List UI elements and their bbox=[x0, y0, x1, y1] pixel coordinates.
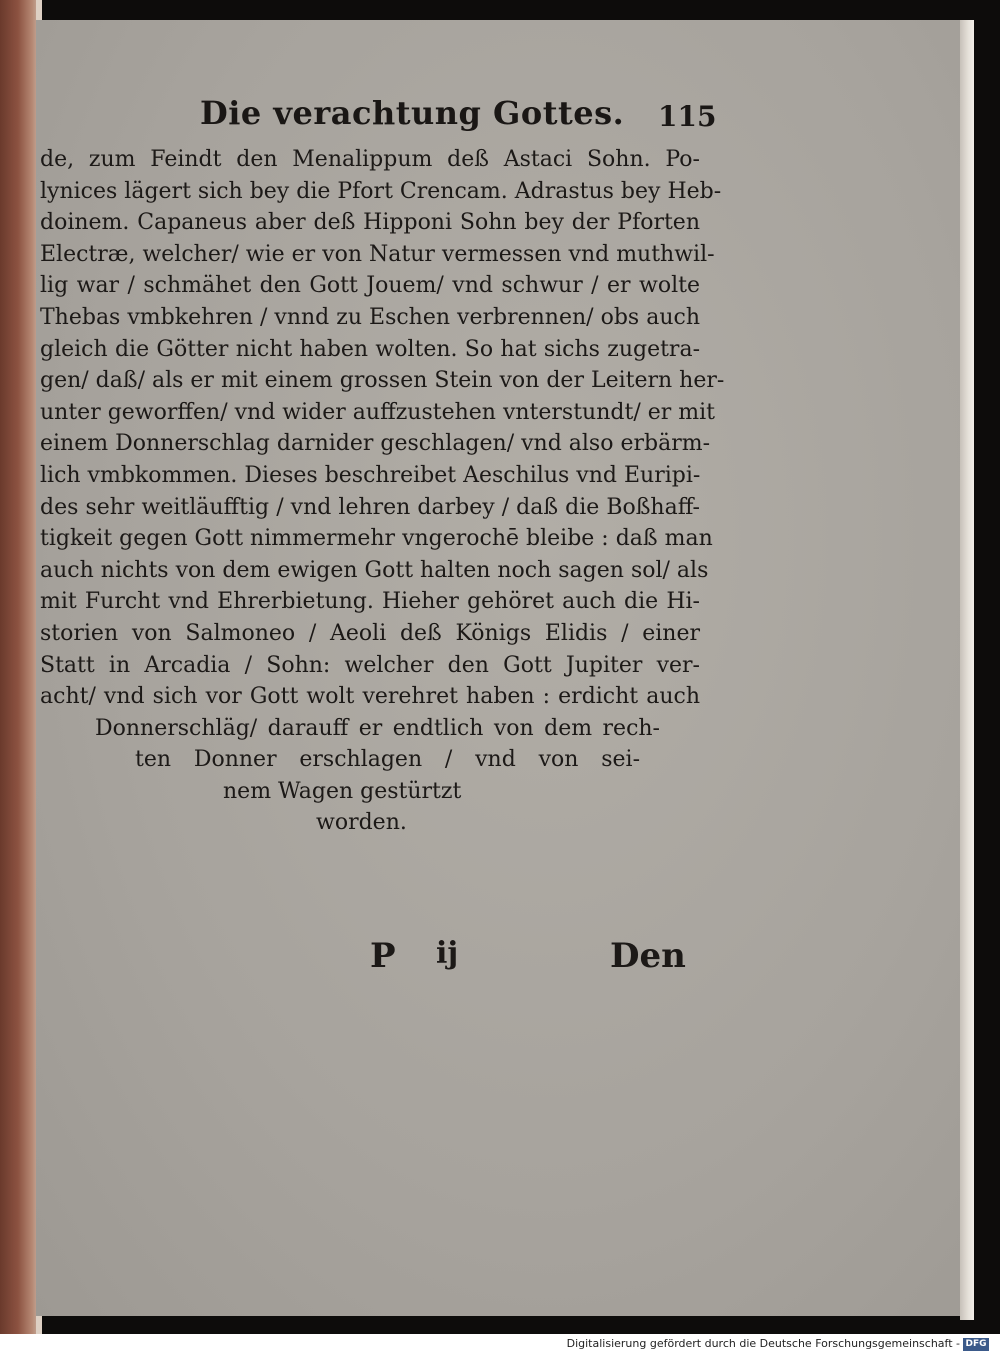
body-text bbox=[40, 144, 725, 839]
footer-credit: Digitalisierung gefördert durch die Deutsche Forschungsgemeinschaft - bbox=[566, 1337, 960, 1350]
text-line: doinem. Capaneus aber deß Hipponi Sohn bey der Pforten bbox=[40, 210, 700, 236]
text-line: Donnerschläg/ darauff er endtlich von dem rech- bbox=[95, 715, 660, 741]
text-line: des sehr weitläufftig / vnd lehren darbey / daß die Boßhaff- bbox=[40, 494, 700, 520]
text-line: Statt in Arcadia / Sohn: welcher den Gott Jupiter ver- bbox=[40, 652, 700, 678]
text-line: lig war / schmähet den Gott Jouem/ vnd schwur / er wolte bbox=[40, 273, 700, 299]
text-line: unter geworffen/ vnd wider auffzustehen vnterstundt/ er mit bbox=[40, 399, 715, 425]
text-line: worden. bbox=[316, 810, 407, 836]
text-line: lich vmbkommen. Dieses beschreibet Aeschilus vnd Euripi- bbox=[40, 462, 701, 488]
gathering-number: ij bbox=[436, 936, 459, 971]
text-line: ten Donner erschlagen / vnd von sei- bbox=[135, 747, 640, 773]
page-fore-edge bbox=[960, 20, 974, 1320]
text-line: mit Furcht vnd Ehrerbietung. Hieher gehöret auch die Hi- bbox=[40, 589, 700, 615]
page-number: 115 bbox=[658, 100, 717, 133]
text-line: storien von Salmoneo / Aeoli deß Königs Elidis / einer bbox=[40, 620, 700, 646]
signature-mark: P bbox=[370, 936, 396, 976]
text-line: Electræ, welcher/ wie er von Natur vermessen vnd muthwil- bbox=[40, 241, 715, 267]
running-title: Die verachtung Gottes. bbox=[200, 94, 625, 132]
text-line: einem Donnerschlag darnider geschlagen/ vnd also erbärm- bbox=[40, 431, 711, 457]
text-line: gleich die Götter nicht haben wolten. So hat sichs zugetra- bbox=[40, 336, 700, 362]
footer-bar bbox=[0, 1334, 1000, 1354]
text-line: gen/ daß/ als er mit einem grossen Stein von der Leitern her- bbox=[40, 368, 725, 394]
text-line: auch nichts von dem ewigen Gott halten noch sagen sol/ als bbox=[40, 557, 709, 583]
dfg-logo: DFG bbox=[963, 1338, 989, 1351]
text-line: tigkeit gegen Gott nimmermehr vngerochē bleibe : daß man bbox=[40, 526, 713, 552]
book-spine bbox=[0, 0, 40, 1334]
catchword: Den bbox=[610, 936, 686, 976]
text-line: nem Wagen gestürtzt bbox=[223, 778, 462, 804]
text-line: de, zum Feindt den Menalippum deß Astaci Sohn. Po- bbox=[40, 147, 700, 172]
page-header bbox=[200, 94, 717, 144]
text-line: lynices lägert sich bey die Pfort Crencam. Adrastus bey Heb- bbox=[40, 178, 722, 204]
text-line: Thebas vmbkehren / vnnd zu Eschen verbrennen/ obs auch bbox=[40, 304, 700, 330]
text-line: acht/ vnd sich vor Gott wolt verehret haben : erdicht auch bbox=[40, 684, 700, 710]
